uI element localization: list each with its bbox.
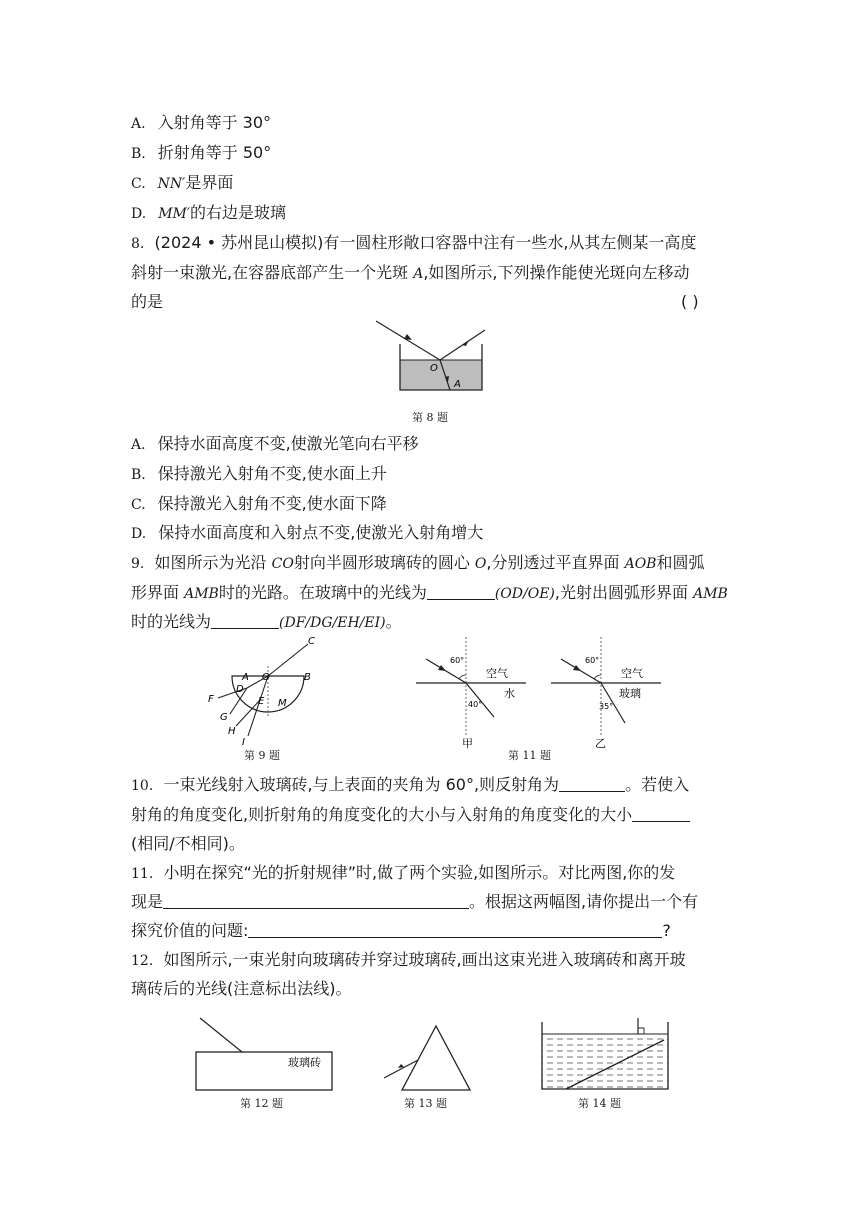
q7-option-c: C. NN′是界面 <box>131 173 234 192</box>
q11-jia-angle-top: 60° <box>450 656 465 665</box>
fig14-water <box>542 1034 668 1089</box>
fig13-caption: 第 13 题 <box>404 1097 447 1110</box>
fig12-caption: 第 12 题 <box>240 1097 283 1110</box>
q12-stem-line1: 12. 如图所示,一束光射向玻璃砖并穿过玻璃砖,画出这束光进入玻璃砖和离开玻 <box>131 950 686 969</box>
q9-label-i: I <box>242 737 245 748</box>
q10-blank-1[interactable] <box>559 775 625 792</box>
q9-label-d: D <box>236 684 244 695</box>
fig12-glass-label: 玻璃砖 <box>288 1056 321 1069</box>
q7-option-a: A. 入射角等于 30° <box>131 113 272 132</box>
q8-option-b: B. 保持激光入射角不变,使水面上升 <box>131 464 387 483</box>
q11-figure-jia <box>410 633 530 753</box>
q8-stem-line1: 8. (2024 • 苏州昆山模拟)有一圆柱形敞口容器中注有一些水,从其左侧某一高度 <box>131 233 697 252</box>
q9-label-h: H <box>228 726 236 737</box>
q11-stem-line2: 现是 。根据这两幅图,请你提出一个有 <box>131 892 699 911</box>
q9-label-f: F <box>208 694 214 705</box>
q8-label-a: A <box>454 379 461 390</box>
q9-label-c: C <box>308 636 315 647</box>
q9-label-e: E <box>258 696 265 707</box>
q8-stem-line3: 的是 <box>131 292 164 311</box>
q11-stem-line1: 11. 小明在探究“光的折射规律”时,做了两个实验,如图所示。对比两图,你的发 <box>131 863 676 882</box>
q9-stem-line3: 时的光线为 (DF/DG/EH/EI)。 <box>131 612 402 631</box>
q9-blank-1[interactable] <box>427 583 495 600</box>
q11-jia-angle-bottom: 40° <box>468 700 483 709</box>
q9-label-o: O <box>262 672 270 683</box>
fig13-prism <box>402 1026 470 1090</box>
q11-yi-medium-bottom: 玻璃 <box>619 687 641 700</box>
q12-stem-line2: 璃砖后的光线(注意标出法线)。 <box>131 979 352 998</box>
q8-incident-ray <box>376 321 440 360</box>
q11-stem-line3: 探究价值的问题: ? <box>131 921 671 940</box>
q11-yi-angle-bottom: 35° <box>599 702 614 711</box>
fig14 <box>536 1018 676 1094</box>
q11-yi-angle-top: 60° <box>585 656 600 665</box>
q10-stem-line1: 10. 一束光线射入玻璃砖,与上表面的夹角为 60°,则反射角为 。若使入 <box>131 775 690 794</box>
fig12 <box>190 1014 340 1094</box>
q9-label-m: M <box>278 698 287 709</box>
q7-option-b: B. 折射角等于 50° <box>131 143 272 162</box>
q9-figure <box>200 636 330 748</box>
q8-option-d: D. 保持水面高度和入射点不变,使激光入射角增大 <box>131 523 484 542</box>
q11-yi-angle-arc <box>594 675 601 679</box>
q9-label-b: B <box>304 672 311 683</box>
q8-label-o: O <box>430 363 438 374</box>
q9-ray-eh <box>236 700 260 726</box>
fig14-caption: 第 14 题 <box>578 1097 621 1110</box>
q11-yi-name: 乙 <box>595 737 606 750</box>
q9-label-a: A <box>242 672 249 683</box>
q10-blank-2[interactable] <box>632 805 690 822</box>
q8-option-a: A. 保持水面高度不变,使激光笔向右平移 <box>131 434 419 453</box>
q11-yi-medium-top: 空气 <box>621 667 643 680</box>
q11-blank-2[interactable] <box>248 921 662 938</box>
q10-stem-line2: 射角的角度变化,则折射角的角度变化的大小与入射角的角度变化的大小 <box>131 805 690 825</box>
q11-yi-incident-arrow <box>573 665 581 671</box>
q9-stem-line1: 9. 如图所示为光沿 CO射向半圆形玻璃砖的圆心 O,分别透过平直界面 AOB和圆弧 <box>131 553 705 572</box>
q11-figure-yi <box>545 633 665 753</box>
q8-incident-arrow <box>404 334 412 340</box>
q10-stem-line3: (相同/不相同)。 <box>131 834 245 853</box>
q9-blank-2[interactable] <box>211 612 279 629</box>
q8-stem-line2: 斜射一束激光,在容器底部产生一个光斑 A,如图所示,下列操作能使光斑向左移动 <box>131 263 690 282</box>
q7-option-d: D. MM′的右边是玻璃 <box>131 203 287 222</box>
q8-option-c: C. 保持激光入射角不变,使水面下降 <box>131 494 387 513</box>
q9-stem-line2: 形界面 AMB时的光路。在玻璃中的光线为 (OD/OE),光射出圆弧形界面 AMB <box>131 583 728 602</box>
q11-jia-medium-top: 空气 <box>486 667 508 680</box>
q9-ray-co <box>268 644 308 676</box>
q11-jia-name: 甲 <box>462 737 473 750</box>
q8-caption: 第 8 题 <box>412 411 448 424</box>
q11-blank-1[interactable] <box>163 892 469 909</box>
q11-jia-angle-arc <box>459 675 466 679</box>
q9-caption: 第 9 题 <box>244 749 280 762</box>
q8-answer-paren: ( ) <box>681 292 699 311</box>
fig12-incident-ray <box>200 1018 242 1052</box>
fig14-right-angle <box>638 1028 644 1034</box>
q11-caption: 第 11 题 <box>508 749 551 762</box>
q9-label-g: G <box>220 712 228 723</box>
q8-figure <box>370 318 490 396</box>
q8-reflected-arrow <box>462 340 469 346</box>
q11-jia-incident-arrow <box>438 665 446 671</box>
fig13 <box>380 1022 480 1094</box>
q11-jia-medium-bottom: 水 <box>504 687 515 700</box>
